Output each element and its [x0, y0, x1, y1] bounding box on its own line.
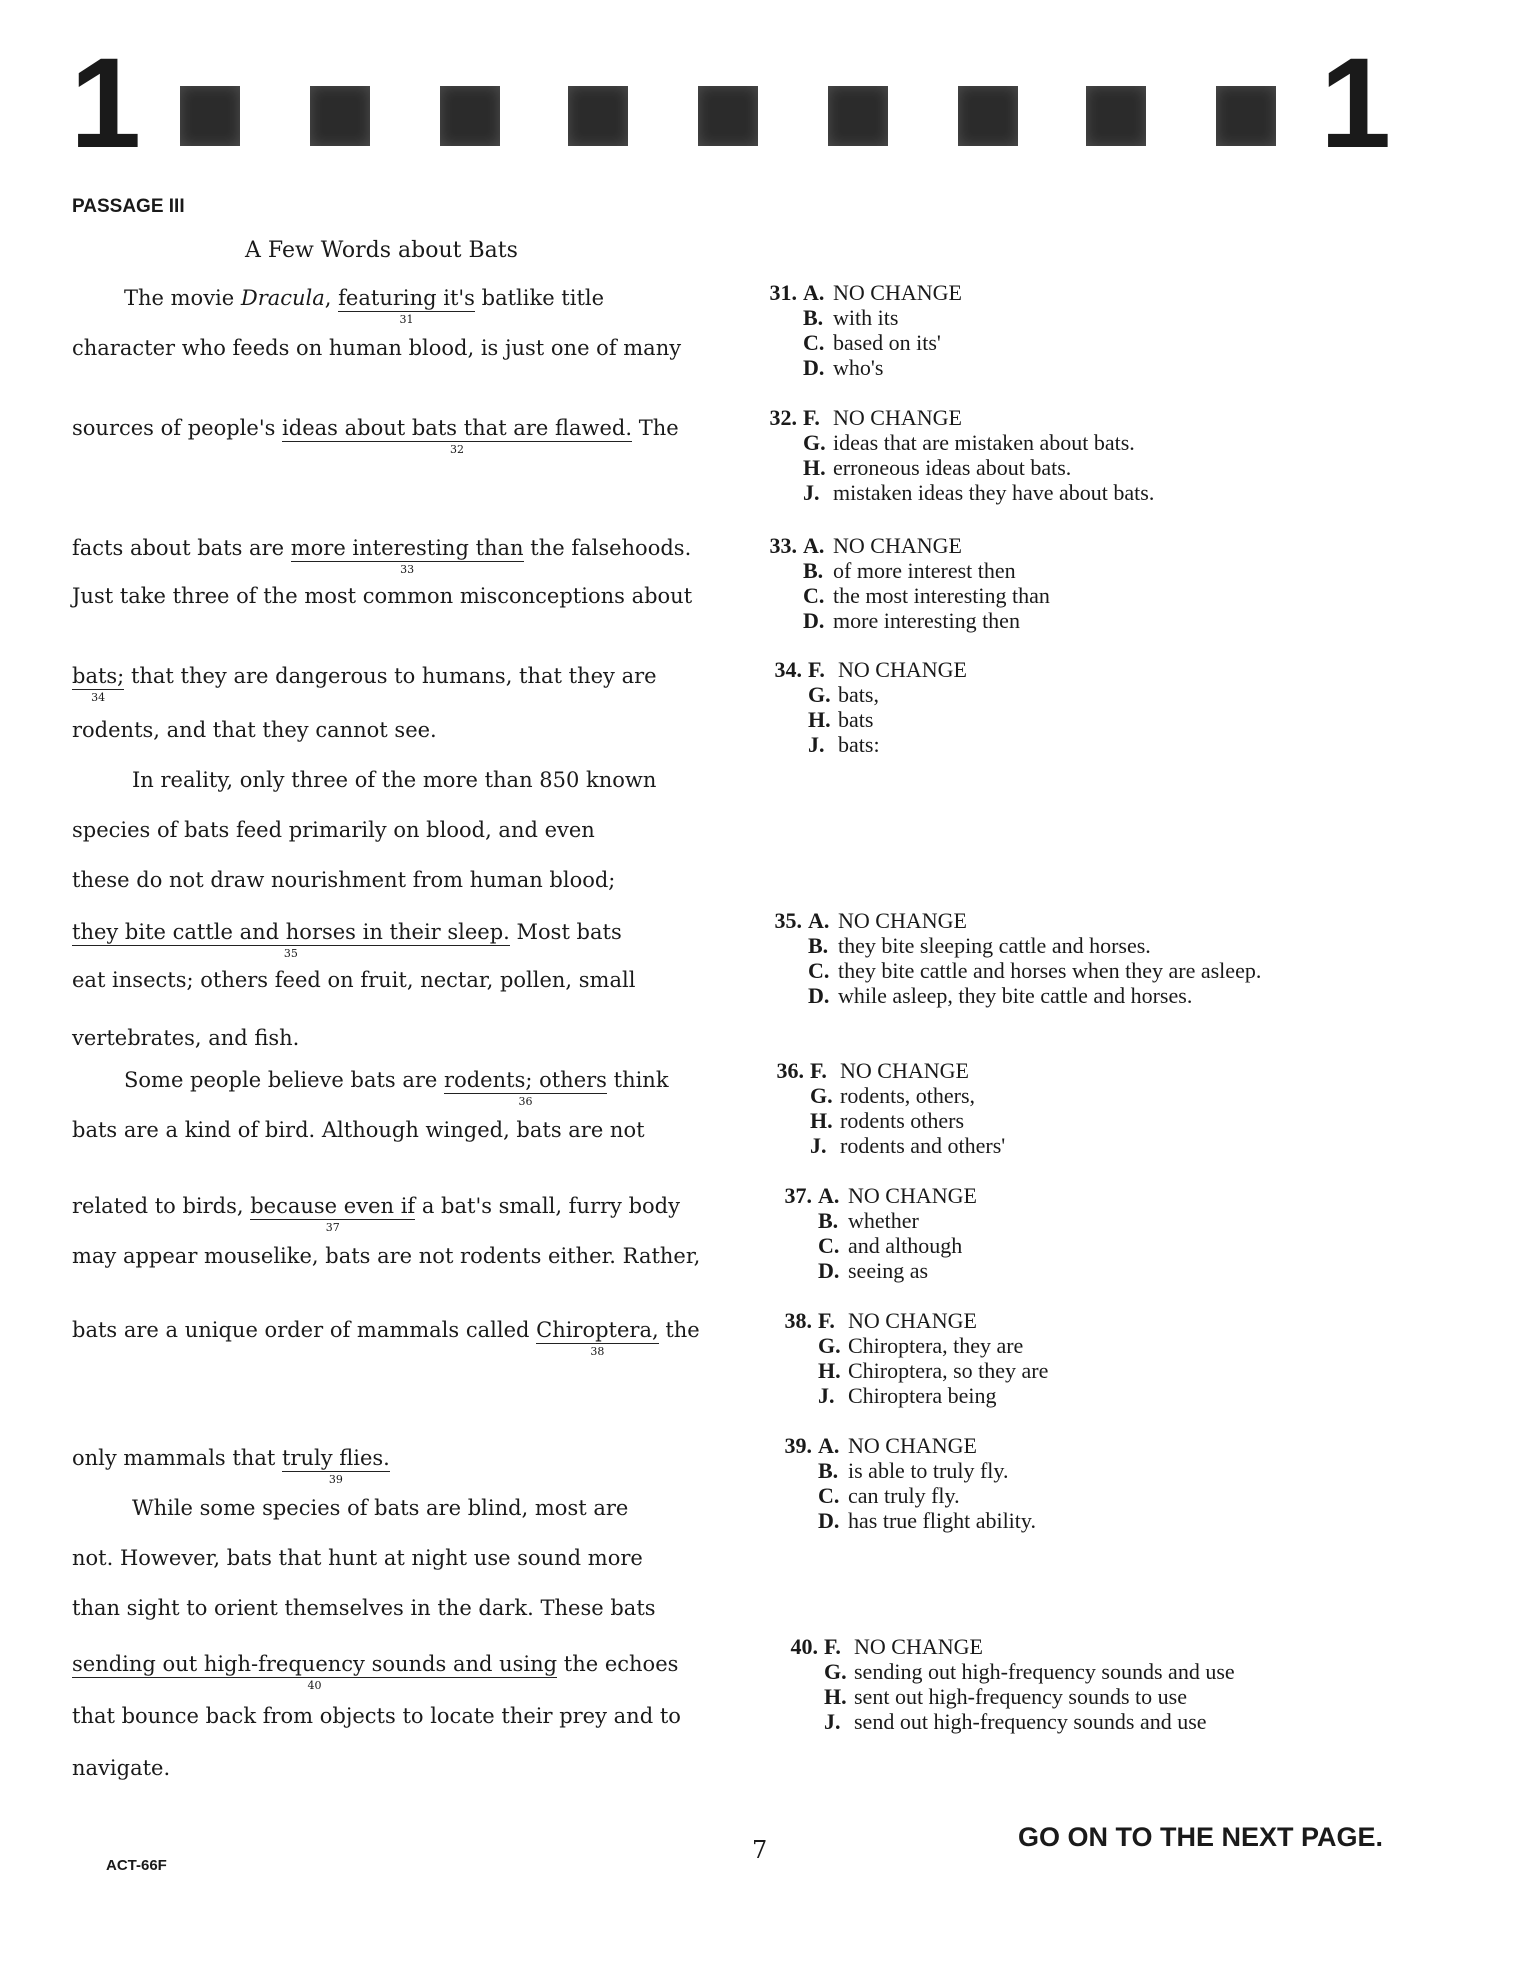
- underlined-portion: rodents; others 36: [444, 1068, 607, 1108]
- option-text: NO CHANGE: [838, 908, 967, 933]
- passage-line: While some species of bats are blind, most are: [132, 1496, 629, 1520]
- option-letter: J.: [810, 1133, 827, 1158]
- option-text: send out high-frequency sounds and use: [854, 1709, 1207, 1734]
- header-block: [568, 86, 628, 146]
- next-page-instruction: GO ON TO THE NEXT PAGE.: [1018, 1822, 1384, 1852]
- question-reference-number: 38: [590, 1345, 605, 1358]
- option-text: NO CHANGE: [838, 657, 967, 682]
- question-number: [770, 1458, 812, 1483]
- option-letter: H.: [803, 455, 826, 480]
- passage-line: eat insects; others feed on fruit, nectar, pollen, small: [72, 968, 636, 992]
- question-number: [770, 1483, 812, 1508]
- answer-option[interactable]: [755, 305, 962, 330]
- underlined-portion: Chiroptera, 38: [536, 1318, 659, 1358]
- question-number: [762, 1108, 804, 1133]
- passage-line: they bite cattle and horses in their sleep. 35 Most bats: [72, 920, 622, 960]
- option-text: NO CHANGE: [833, 280, 962, 305]
- option-text: seeing as: [848, 1258, 929, 1283]
- option-letter: D.: [818, 1508, 840, 1533]
- question-reference-number: 35: [283, 947, 298, 960]
- option-text: whether: [848, 1208, 919, 1233]
- option-letter: B.: [803, 305, 824, 330]
- option-letter: A.: [803, 533, 825, 558]
- answer-option[interactable]: [770, 1208, 977, 1233]
- movie-title: Dracula: [240, 286, 325, 310]
- option-text: more interesting then: [833, 608, 1020, 633]
- section-number-left: 1: [70, 32, 142, 175]
- passage-line: these do not draw nourishment from human blood;: [72, 868, 616, 892]
- passage-line: vertebrates, and fish.: [72, 1026, 300, 1050]
- question-number: [755, 480, 797, 505]
- passage-line: bats are a kind of bird. Although winged, bats are not: [72, 1118, 645, 1142]
- passage-line: In reality, only three of the more than 850 known: [132, 768, 657, 792]
- question-number: [762, 1133, 804, 1158]
- header-block: [440, 86, 500, 146]
- header-block: [310, 86, 370, 146]
- option-letter: G.: [824, 1659, 847, 1684]
- header-block: [1216, 86, 1276, 146]
- option-letter: G.: [808, 682, 831, 707]
- question-number: [755, 355, 797, 380]
- option-text: is able to truly fly.: [848, 1458, 1009, 1483]
- option-text: Chiroptera, they are: [848, 1333, 1024, 1358]
- answer-option[interactable]: [770, 1508, 1036, 1533]
- option-letter: A.: [803, 280, 825, 305]
- passage-label: PASSAGE III: [72, 196, 185, 217]
- passage-line: facts about bats are more interesting than 33 the falsehoods.: [72, 536, 692, 576]
- question-number: [770, 1208, 812, 1233]
- option-text: and although: [848, 1233, 963, 1258]
- option-text: rodents, others,: [840, 1083, 976, 1108]
- answer-option[interactable]: [755, 583, 1050, 608]
- question-number: [770, 1508, 812, 1533]
- option-letter: F.: [818, 1308, 835, 1333]
- question-number: [755, 430, 797, 455]
- answer-option[interactable]: [770, 1258, 977, 1283]
- answer-option[interactable]: [755, 355, 962, 380]
- answer-option[interactable]: [755, 558, 1050, 583]
- option-text: of more interest then: [833, 558, 1016, 583]
- answer-option[interactable]: [760, 682, 967, 707]
- question-number: [760, 958, 802, 983]
- passage-line: bats; 34 that they are dangerous to humans, that they are: [72, 664, 657, 704]
- underlined-portion: truly flies. 39: [281, 1446, 390, 1486]
- question-number: 34.: [774, 657, 802, 682]
- option-letter: B.: [818, 1458, 839, 1483]
- question-block: [755, 533, 1050, 633]
- answer-option[interactable]: [776, 1684, 1235, 1709]
- answer-option[interactable]: [776, 1709, 1235, 1734]
- passage-line: related to birds, because even if 37 a bat's small, furry body: [72, 1194, 680, 1234]
- question-number: [760, 682, 802, 707]
- passage-line: sending out high-frequency sounds and using 40 the echoes: [72, 1652, 679, 1692]
- option-text: with its: [833, 305, 899, 330]
- answer-option[interactable]: [762, 1133, 1005, 1158]
- answer-option[interactable]: [755, 480, 1154, 505]
- header-block: [828, 86, 888, 146]
- passage-line: bats are a unique order of mammals called Chiroptera, 38 the: [72, 1318, 700, 1358]
- form-id: ACT-66F: [106, 1857, 167, 1874]
- option-letter: C.: [818, 1483, 840, 1508]
- answer-option[interactable]: [770, 1333, 1048, 1358]
- option-text: has true flight ability.: [848, 1508, 1036, 1533]
- underlined-portion: featuring it's 31: [338, 286, 475, 326]
- question-reference-number: 39: [328, 1473, 343, 1486]
- answer-option[interactable]: [770, 1308, 1048, 1333]
- question-number: [770, 1233, 812, 1258]
- question-block: [770, 1308, 1048, 1408]
- answer-option[interactable]: [755, 455, 1154, 480]
- underlined-portion: bats; 34: [72, 664, 125, 704]
- answer-option[interactable]: [760, 933, 1261, 958]
- question-number: [776, 1659, 818, 1684]
- option-letter: A.: [818, 1433, 840, 1458]
- question-reference-number: 34: [91, 691, 106, 704]
- question-block: [755, 405, 1154, 505]
- question-number: 37.: [784, 1183, 812, 1208]
- option-letter: H.: [818, 1358, 841, 1383]
- question-number: [770, 1383, 812, 1408]
- option-letter: F.: [824, 1634, 841, 1659]
- question-number: [770, 1333, 812, 1358]
- option-text: sent out high-frequency sounds to use: [854, 1684, 1187, 1709]
- passage-title: A Few Words about Bats: [245, 238, 518, 263]
- underlined-portion: because even if 37: [250, 1194, 416, 1234]
- section-number-right: 1: [1320, 32, 1392, 175]
- answer-option[interactable]: [776, 1659, 1235, 1684]
- option-text: bats,: [838, 682, 879, 707]
- option-letter: C.: [803, 330, 825, 355]
- option-letter: D.: [808, 983, 830, 1008]
- question-number: 38.: [784, 1308, 812, 1333]
- passage-line: that bounce back from objects to locate their prey and to: [72, 1704, 681, 1728]
- option-text: erroneous ideas about bats.: [833, 455, 1072, 480]
- option-text: who's: [833, 355, 884, 380]
- passage-line: only mammals that truly flies. 39: [72, 1446, 390, 1486]
- question-number: [760, 732, 802, 757]
- question-number: [755, 455, 797, 480]
- question-number: [762, 1083, 804, 1108]
- question-block: [760, 657, 967, 757]
- answer-option[interactable]: [760, 958, 1261, 983]
- option-letter: G.: [818, 1333, 841, 1358]
- option-text: NO CHANGE: [833, 533, 962, 558]
- answer-option[interactable]: [770, 1433, 1036, 1458]
- question-reference-number: 37: [325, 1221, 340, 1234]
- question-reference-number: 40: [307, 1679, 322, 1692]
- option-letter: C.: [803, 583, 825, 608]
- question-number: 39.: [784, 1433, 812, 1458]
- question-reference-number: 36: [518, 1095, 533, 1108]
- answer-option[interactable]: [770, 1358, 1048, 1383]
- option-text: NO CHANGE: [848, 1433, 977, 1458]
- option-letter: F.: [808, 657, 825, 682]
- answer-option[interactable]: [770, 1183, 977, 1208]
- option-text: they bite cattle and horses when they are asleep.: [838, 958, 1262, 983]
- header-block: [698, 86, 758, 146]
- option-text: rodents others: [840, 1108, 965, 1133]
- option-letter: D.: [803, 355, 825, 380]
- option-letter: H.: [808, 707, 831, 732]
- question-number: 32.: [769, 405, 797, 430]
- answer-option[interactable]: [762, 1108, 1005, 1133]
- question-number: [776, 1709, 818, 1734]
- option-text: the most interesting than: [833, 583, 1050, 608]
- answer-option[interactable]: [770, 1383, 1048, 1408]
- option-text: they bite sleeping cattle and horses.: [838, 933, 1151, 958]
- passage-line: Some people believe bats are rodents; others 36 think: [124, 1068, 669, 1108]
- option-text: mistaken ideas they have about bats.: [833, 480, 1155, 505]
- underlined-portion: sending out high-frequency sounds and using 40: [72, 1652, 558, 1692]
- passage-line: Just take three of the most common misconceptions about: [72, 584, 693, 608]
- passage-line: navigate.: [72, 1756, 171, 1780]
- question-number: 35.: [774, 908, 802, 933]
- option-text: based on its': [833, 330, 941, 355]
- option-letter: G.: [810, 1083, 833, 1108]
- option-text: NO CHANGE: [848, 1308, 977, 1333]
- option-letter: D.: [818, 1258, 840, 1283]
- answer-option[interactable]: [760, 908, 1261, 933]
- option-text: while asleep, they bite cattle and horses.: [838, 983, 1193, 1008]
- option-text: bats:: [838, 732, 880, 757]
- option-text: NO CHANGE: [833, 405, 962, 430]
- question-reference-number: 31: [399, 313, 414, 326]
- question-block: [776, 1634, 1235, 1734]
- answer-option[interactable]: [755, 330, 962, 355]
- option-letter: H.: [810, 1108, 833, 1133]
- question-block: [770, 1183, 977, 1283]
- question-block: [762, 1058, 1005, 1158]
- question-number: [770, 1358, 812, 1383]
- option-text: Chiroptera, so they are: [848, 1358, 1049, 1383]
- option-letter: C.: [818, 1233, 840, 1258]
- answer-option[interactable]: [770, 1483, 1036, 1508]
- answer-option[interactable]: [760, 707, 967, 732]
- answer-option[interactable]: [755, 533, 1050, 558]
- question-number: 31.: [769, 280, 797, 305]
- option-letter: A.: [808, 908, 830, 933]
- answer-option[interactable]: [762, 1083, 1005, 1108]
- answer-option[interactable]: [755, 608, 1050, 633]
- header-block: [180, 86, 240, 146]
- option-letter: B.: [808, 933, 829, 958]
- passage-line: rodents, and that they cannot see.: [72, 718, 437, 742]
- option-letter: F.: [810, 1058, 827, 1083]
- passage-line: character who feeds on human blood, is just one of many: [72, 336, 682, 360]
- passage-line: The movie Dracula, featuring it's 31 batlike title: [124, 286, 605, 326]
- underlined-portion: they bite cattle and horses in their sleep. 35: [72, 920, 510, 960]
- question-block: [770, 1433, 1036, 1533]
- option-letter: G.: [803, 430, 826, 455]
- question-number: [755, 583, 797, 608]
- question-number: [755, 558, 797, 583]
- option-letter: F.: [803, 405, 820, 430]
- answer-option[interactable]: [755, 405, 1154, 430]
- option-letter: J.: [808, 732, 825, 757]
- answer-option[interactable]: [760, 732, 967, 757]
- option-letter: J.: [824, 1709, 841, 1734]
- passage-line: than sight to orient themselves in the dark. These bats: [72, 1596, 656, 1620]
- question-number: [755, 608, 797, 633]
- option-letter: J.: [803, 480, 820, 505]
- passage-line: species of bats feed primarily on blood, and even: [72, 818, 595, 842]
- question-number: [776, 1684, 818, 1709]
- option-text: Chiroptera being: [848, 1383, 997, 1408]
- answer-option[interactable]: [762, 1058, 1005, 1083]
- answer-option[interactable]: [760, 657, 967, 682]
- passage-line: may appear mouselike, bats are not rodents either. Rather,: [72, 1244, 701, 1268]
- option-text: bats: [838, 707, 874, 732]
- option-letter: B.: [803, 558, 824, 583]
- question-number: [760, 983, 802, 1008]
- question-reference-number: 33: [400, 563, 415, 576]
- option-text: NO CHANGE: [840, 1058, 969, 1083]
- option-letter: A.: [818, 1183, 840, 1208]
- answer-option[interactable]: [760, 983, 1261, 1008]
- option-text: rodents and others': [840, 1133, 1006, 1158]
- option-text: NO CHANGE: [854, 1634, 983, 1659]
- header-block: [958, 86, 1018, 146]
- question-number: [755, 330, 797, 355]
- option-letter: B.: [818, 1208, 839, 1233]
- option-text: can truly fly.: [848, 1483, 960, 1508]
- answer-option[interactable]: [770, 1233, 977, 1258]
- answer-option[interactable]: [776, 1634, 1235, 1659]
- option-letter: H.: [824, 1684, 847, 1709]
- question-block: [760, 908, 1261, 1008]
- page-number: 7: [752, 1836, 768, 1864]
- underlined-portion: more interesting than 33: [290, 536, 524, 576]
- answer-option[interactable]: [770, 1458, 1036, 1483]
- question-number: 36.: [776, 1058, 804, 1083]
- option-text: sending out high-frequency sounds and use: [854, 1659, 1235, 1684]
- option-letter: J.: [818, 1383, 835, 1408]
- question-number: 40.: [790, 1634, 818, 1659]
- question-number: 33.: [769, 533, 797, 558]
- question-number: [760, 707, 802, 732]
- passage-line: not. However, bats that hunt at night use sound more: [72, 1546, 643, 1570]
- answer-option[interactable]: [755, 430, 1154, 455]
- option-text: NO CHANGE: [848, 1183, 977, 1208]
- answer-option[interactable]: [755, 280, 962, 305]
- passage-line: sources of people's ideas about bats that are flawed. 32 The: [72, 416, 679, 456]
- question-reference-number: 32: [450, 443, 465, 456]
- question-number: [770, 1258, 812, 1283]
- underlined-portion: ideas about bats that are flawed. 32: [282, 416, 633, 456]
- header-block: [1086, 86, 1146, 146]
- question-number: [755, 305, 797, 330]
- option-text: ideas that are mistaken about bats.: [833, 430, 1135, 455]
- question-block: [755, 280, 962, 380]
- option-letter: D.: [803, 608, 825, 633]
- option-letter: C.: [808, 958, 830, 983]
- question-number: [760, 933, 802, 958]
